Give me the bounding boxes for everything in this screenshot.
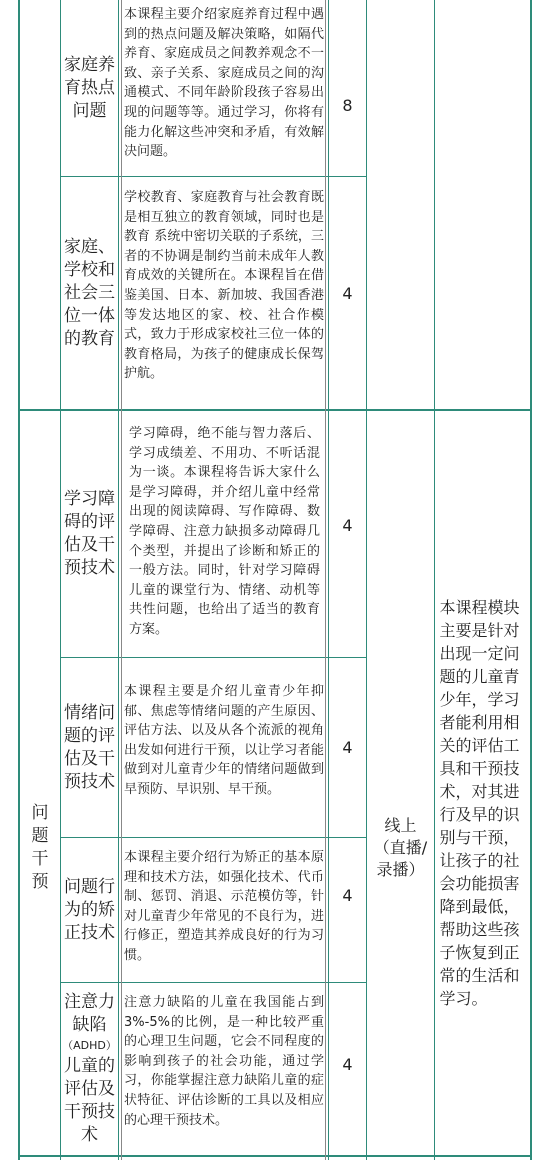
course-name: 家庭、学校和社会三位一体的教育 [64,236,115,349]
course-description: 学校教育、家庭教育与社会教育既是相互独立的教育领域，同时也是教育 系统中密切关联的子系统，三者的不协调是制约当前未成年人教育成效的关键所在。本课程旨在借鉴美国、日本、新加坡、我国香港等发达地区的家、校、社合作模式，致力于形成家校社三位一体的教育格局，为孩子的健康成长保驾护航。 [124,190,324,382]
course-hours: 4 [342,283,353,303]
delivery-mode [367,411,434,1155]
table-border-bottom [18,1155,532,1157]
course-description: 本课程主要是介绍儿童青少年抑郁、焦虑等情绪问题的产生原因、评估方法、以及从各个流派的视角出发如何进行干预，以让学习者能做到对儿童青少年的情绪问题做到早预防、早识别、早干预。 [124,684,324,797]
course-hours: 8 [342,95,353,115]
course-description: 学习障碍，绝不能与智力落后、学习成绩差、不用功、不听话混为一谈。本课程将告诉大家什么是学习障碍，并介绍儿童中经常出现的阅读障碍、写作障碍、数学障碍、注意力缺损多动障碍几个类型，并提出了诊断和矫正的一般方法。同时，针对学习障碍儿童的课堂行为、情绪、动机等共性问题，也给出了适当的教育方案。 [129,426,320,637]
module-category [20,411,60,1155]
course-name: 学习障碍的评估及干预技术 [64,489,115,578]
course-description: 注意力缺陷的儿童在我国能占到3%-5%的比例，是一种比较严重的心理卫生问题，它会不同程度的影响到孩子的社会功能，通过学习，你能掌握注意力缺陷儿童的症状特征、评估诊断的工具以及相应的心理干预技术。 [124,995,324,1128]
course-hours: 4 [342,738,353,757]
course-description: 本课程主要介绍行为矫正的基本原理和技术方法，如强化技术、代币制、惩罚、消退、示范模仿等，针对儿童青少年常见的不良行为，进行修正，塑造其养成良好的行为习惯。 [124,850,324,963]
course-hours: 4 [342,515,353,535]
course-name-cell [61,177,118,409]
module-goal [435,411,530,1155]
course-name: 情绪问题的评估及干预技术 [64,702,115,792]
course-description: 本课程主要介绍家庭养育过程中遇到的热点问题及解决策略，如隔代养育、家庭成员之间教养观念不一致、亲子关系、家庭成员之间的沟通模式、不同年龄阶段孩子容易出现的问题等等。通过学习，你将有能力化解这些冲突和矛盾，有效解决问题。 [124,7,324,160]
table-border-right [530,0,532,1160]
course-hours: 4 [342,1054,353,1074]
module-goal-text: 本课程模块主要是针对出现一定问题的儿童青少年，学习者能利用相关的评估工具和干预技术，对其进行及早的识别与干预，让孩子的社会功能损害降到最低，帮助这些孩子恢复到正常的生活和学习。 [439,598,520,1008]
course-name: 家庭养育热点问题 [64,54,115,121]
course-name-abbr: （ADHD） [62,1039,117,1052]
course-name-cell [61,411,118,657]
course-name-cell [61,0,118,176]
module-category-label: 问题干预 [31,803,49,892]
delivery-mode-label: 线上 （直播/ 录播） [373,816,428,879]
course-name-top: 注意力缺陷 [64,992,115,1035]
course-name-cell [61,658,118,837]
course-name-cell [61,838,118,982]
course-name-bottom: 儿童的评估及干预技术 [64,1056,115,1145]
course-hours: 4 [342,885,353,905]
course-name: 问题行为的矫正技术 [64,876,115,943]
course-name-cell [61,983,118,1155]
